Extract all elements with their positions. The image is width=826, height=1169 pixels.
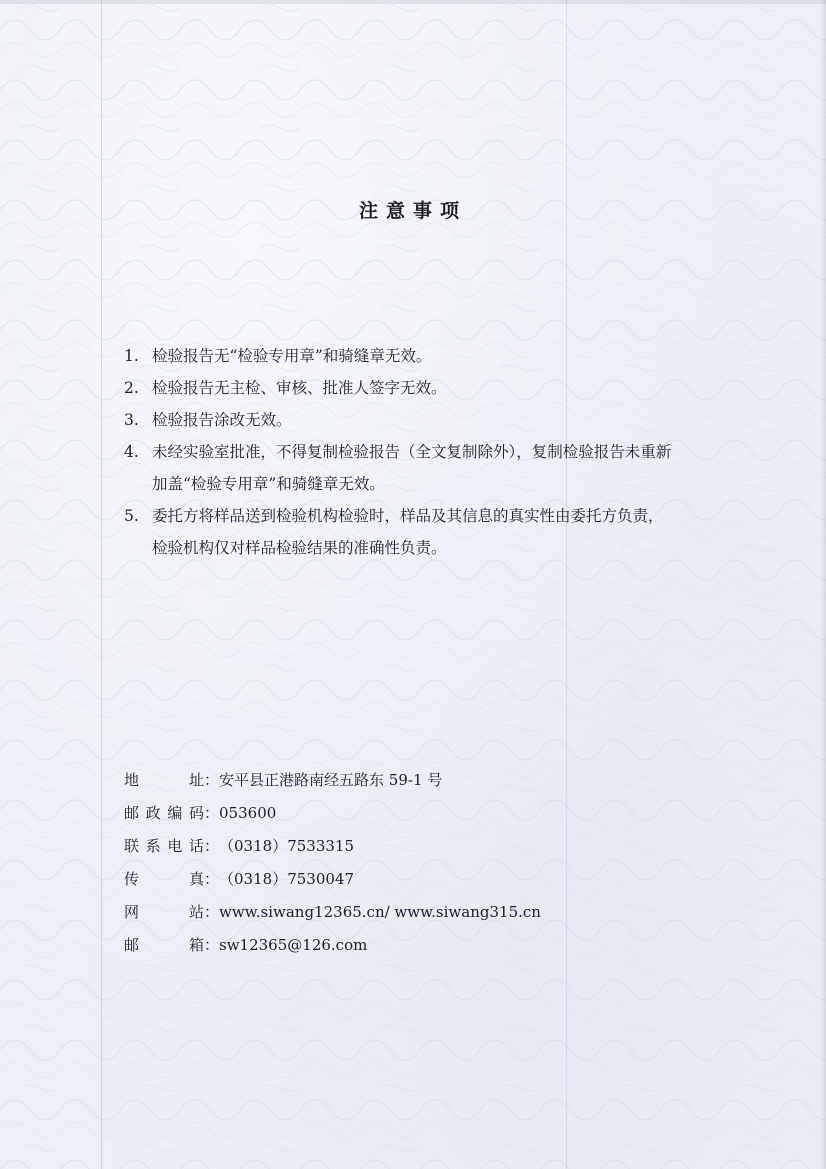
contact-email-row xyxy=(124,929,724,962)
notice-text: 委托方将样品送到检验机构检验时，样品及其信息的真实性由委托方负责， xyxy=(152,507,664,525)
colon: ： xyxy=(204,804,220,822)
notice-text: 检验报告无主检、审核、批准人签字无效。 xyxy=(152,379,447,397)
colon: ： xyxy=(204,870,220,888)
notice-number: 1. xyxy=(124,347,139,365)
colon: ： xyxy=(204,903,220,921)
page-edge-shadow xyxy=(820,0,826,1169)
page-title: 注意事项 xyxy=(358,200,467,222)
notice-text: 检验报告无“检验专用章”和骑缝章无效。 xyxy=(152,347,432,365)
notice-number: 5. xyxy=(124,507,139,525)
page-top-shadow xyxy=(0,0,826,4)
notice-text-continued: 加盖“检验专用章”和骑缝章无效。 xyxy=(152,475,385,493)
address-label: 地址 xyxy=(124,771,204,789)
postcode-value: 053600 xyxy=(219,804,277,822)
contact-postcode-row xyxy=(124,797,724,830)
contact-info xyxy=(124,764,724,962)
postcode-label: 邮政编码 xyxy=(124,804,204,822)
phone-value: （0318）7533315 xyxy=(219,837,354,855)
notice-number: 3. xyxy=(124,411,139,429)
email-value: sw12365@126.com xyxy=(219,936,368,954)
email-label: 邮箱 xyxy=(124,936,204,954)
notice-item-5 xyxy=(124,500,724,564)
notice-text: 未经实验室批准，不得复制检验报告（全文复制除外），复制检验报告未重新 xyxy=(152,443,672,461)
colon: ： xyxy=(204,837,220,855)
phone-label: 联系电话 xyxy=(124,837,204,855)
notice-item-3 xyxy=(124,404,724,436)
notice-item-1 xyxy=(124,340,724,372)
colon: ： xyxy=(204,936,220,954)
fold-line-left xyxy=(101,0,102,1169)
website-label: 网站 xyxy=(124,903,204,921)
notice-number: 4. xyxy=(124,443,139,461)
colon: ： xyxy=(204,771,220,789)
notice-text-continued: 检验机构仅对样品检验结果的准确性负责。 xyxy=(152,539,447,557)
contact-fax-row xyxy=(124,863,724,896)
notice-item-2 xyxy=(124,372,724,404)
fax-value: （0318）7530047 xyxy=(219,870,354,888)
contact-website-row xyxy=(124,896,724,929)
notice-list xyxy=(124,340,724,564)
website-value: www.siwang12365.cn/ www.siwang315.cn xyxy=(219,903,541,921)
notice-item-4 xyxy=(124,436,724,500)
contact-address-row xyxy=(124,764,724,797)
contact-phone-row xyxy=(124,830,724,863)
fax-label: 传真 xyxy=(124,870,204,888)
notice-text: 检验报告涂改无效。 xyxy=(152,411,292,429)
notice-number: 2. xyxy=(124,379,139,397)
address-value: 安平县正港路南经五路东 59-1 号 xyxy=(219,771,443,789)
fold-line-right xyxy=(566,0,567,1169)
